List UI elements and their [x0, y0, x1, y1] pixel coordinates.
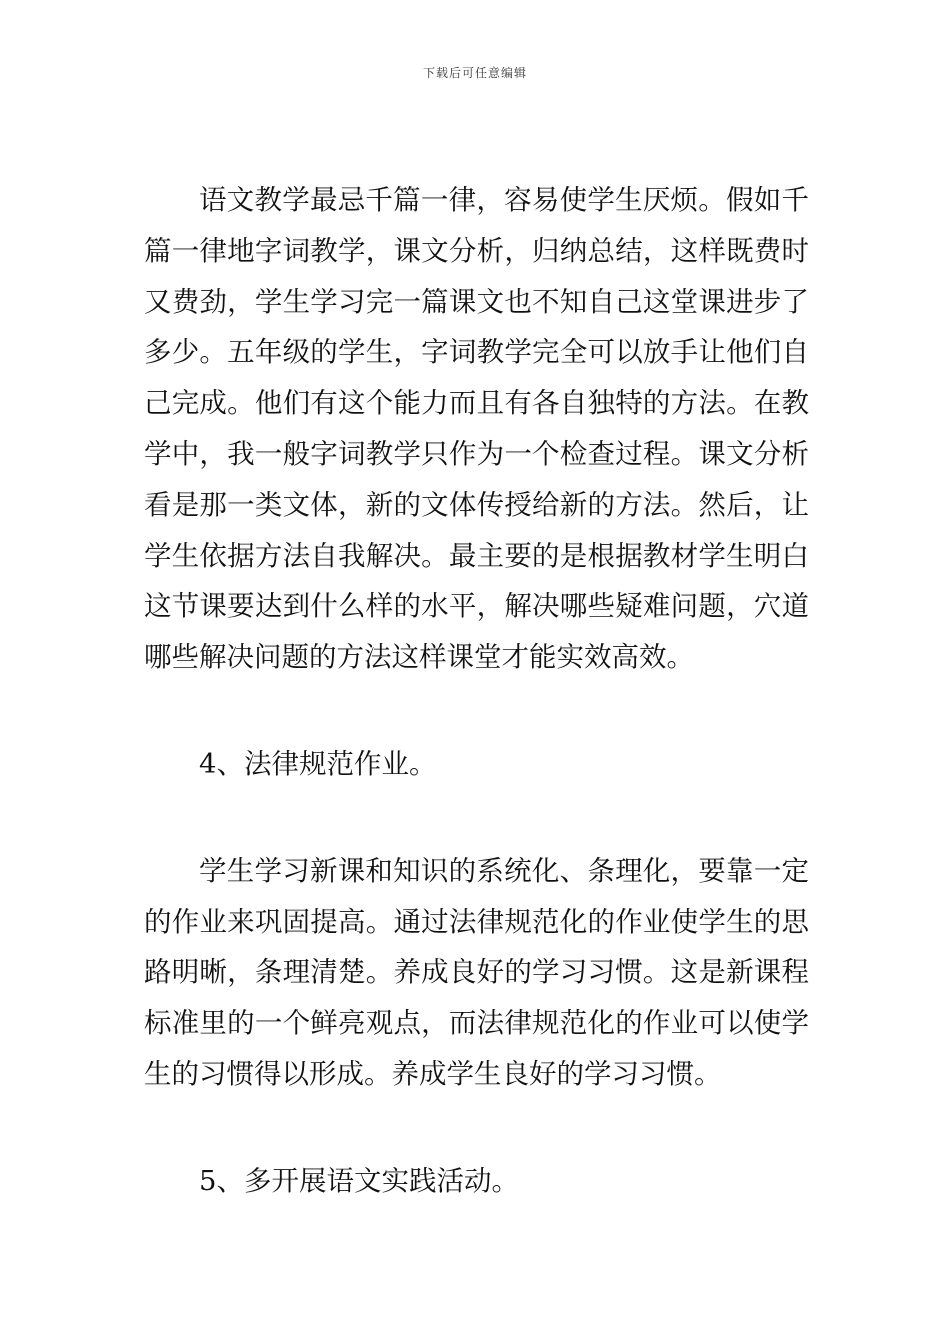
- body-paragraph: 语文教学最忌千篇一律，容易使学生厌烦。假如千篇一律地字词教学，课文分析，归纳总结，这样既费时又费劲，学生学习完一篇课文也不知自己这堂课进步了多少。五年级的学生，字词教学完全可以放手让他们自己完成。他们有这个能力而且有各自独特的方法。在教学中，我一般字词教学只作为一个检查过程。课文分析看是那一类文体，新的文体传授给新的方法。然后，让学生依据方法自我解决。最主要的是根据教材学生明白这节课要达到什么样的水平，解决哪些疑难问题，穴道哪些解决问题的方法这样课堂才能实效高效。: [144, 184, 809, 674]
- section-heading-4: 4、法律规范作业。: [199, 747, 437, 780]
- document-body: [144, 175, 809, 1207]
- body-paragraph: 学生学习新课和知识的系统化、条理化，要靠一定的作业来巩固提高。通过法律规范化的作业使学生的思路明晰，条理清楚。养成良好的学习习惯。这是新课程标准里的一个鲜亮观点，而法律规范化的作业可以使学生的习惯得以形成。养成学生良好的学习习惯。: [144, 854, 809, 1090]
- section-heading-5: 5、多开展语文实践活动。: [199, 1164, 519, 1197]
- header-note: 下载后可任意编辑: [422, 66, 527, 80]
